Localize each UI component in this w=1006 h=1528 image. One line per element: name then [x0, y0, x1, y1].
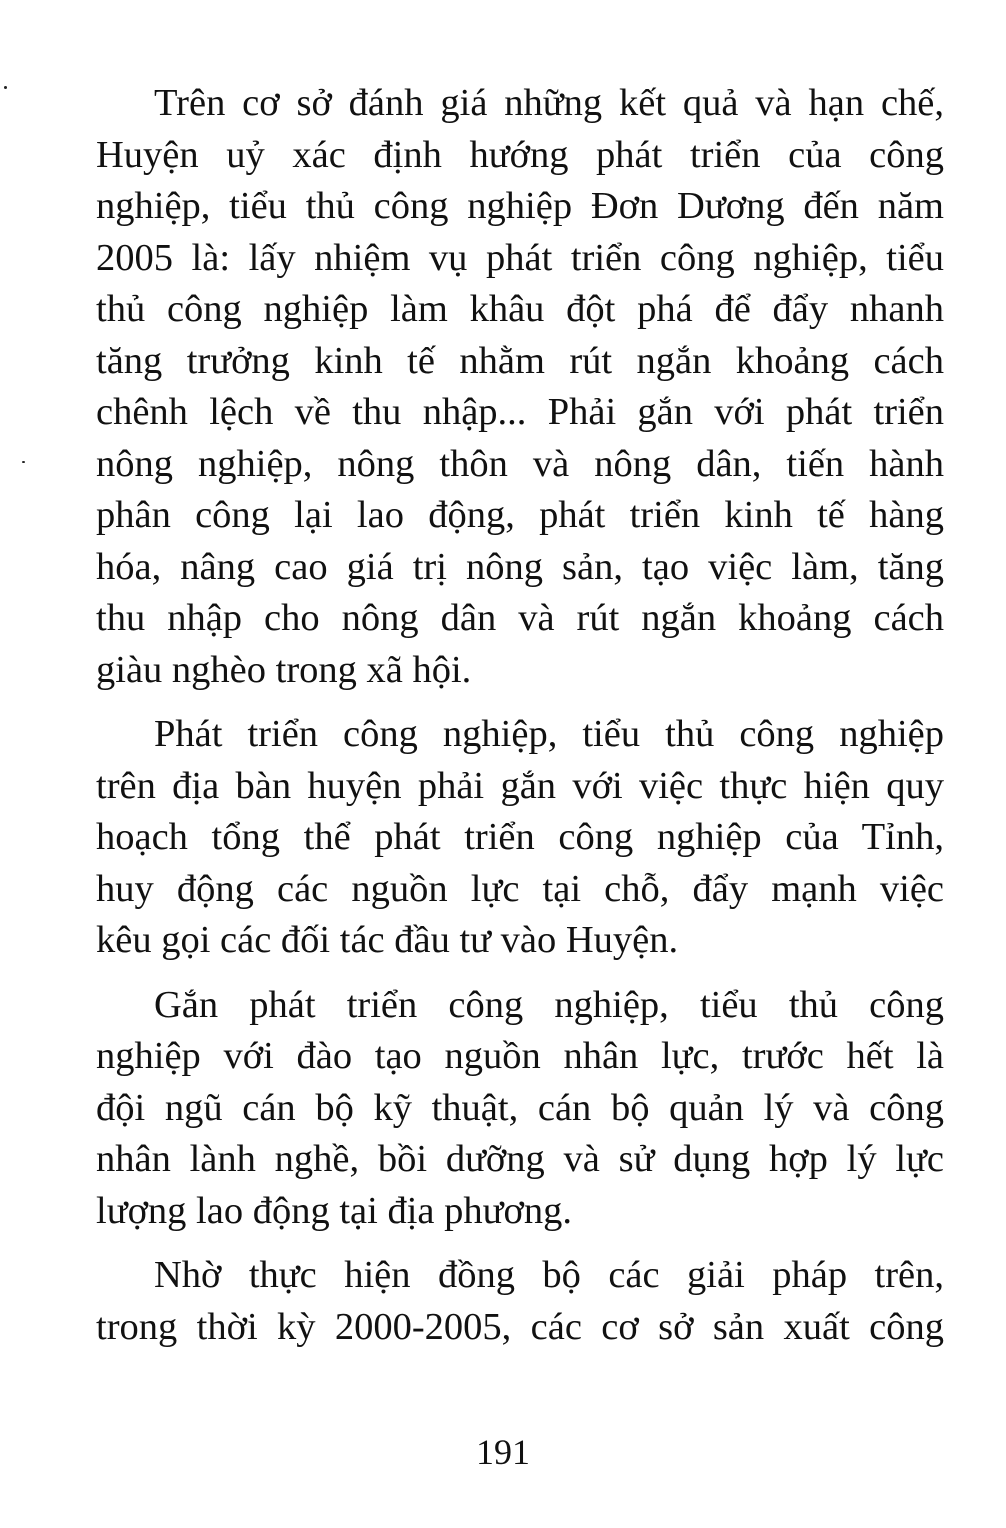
paragraph-4 [96, 1250, 944, 1353]
text-line: trên địa bàn huyện phải gắn với việc thực hiện quy [96, 764, 944, 807]
paragraph-2 [96, 709, 944, 967]
text-line: chênh lệch về thu nhập... Phải gắn với phát triển [96, 391, 944, 433]
text-line: tăng trưởng kinh tế nhằm rút ngắn khoảng cách [96, 339, 944, 382]
text-line: nghiệp với đào tạo nguồn nhân lực, trước hết là [96, 1035, 944, 1077]
text-line: hóa, nâng cao giá trị nông sản, tạo việc làm, tăng [96, 545, 944, 588]
text-line: huy động các nguồn lực tại chỗ, đẩy mạnh việc [96, 867, 944, 910]
text-line: kêu gọi các đối tác đầu tư vào Huyện. [96, 919, 679, 961]
text-line: nghiệp, tiểu thủ công nghiệp Đơn Dương đến năm [96, 185, 944, 227]
text-line: phân công lại lao động, phát triển kinh tế hàng [96, 494, 944, 536]
body-text [96, 78, 944, 1353]
text-line: trong thời kỳ 2000-2005, các cơ sở sản xuất công [96, 1305, 944, 1348]
text-line: Huyện uỷ xác định hướng phát triển của công [96, 133, 944, 176]
text-line: thủ công nghiệp làm khâu đột phá để đẩy nhanh [96, 288, 944, 330]
paragraph-3 [96, 980, 944, 1238]
text-line: thu nhập cho nông dân và rút ngắn khoảng cách [96, 597, 944, 639]
paragraph-1 [96, 78, 944, 696]
text-line: Phát triển công nghiệp, tiểu thủ công nghiệp [154, 713, 944, 755]
text-line: đội ngũ cán bộ kỹ thuật, cán bộ quản lý và công [96, 1086, 944, 1129]
page-number: 191 [476, 1432, 530, 1472]
text-line: lượng lao động tại địa phương. [96, 1189, 572, 1232]
text-line: hoạch tổng thể phát triển công nghiệp của Tỉnh, [96, 816, 944, 858]
text-line: 2005 là: lấy nhiệm vụ phát triển công nghiệp, tiểu [96, 236, 944, 279]
paragraph-gap [96, 967, 944, 980]
scan-speck [4, 86, 7, 89]
text-line: nhân lành nghề, bồi dưỡng và sử dụng hợp lý lực [96, 1138, 944, 1180]
paragraph-gap [96, 696, 944, 709]
text-line: Trên cơ sở đánh giá những kết quả và hạn chế, [154, 82, 944, 124]
paragraph-gap [96, 1237, 944, 1250]
text-line: giàu nghèo trong xã hội. [96, 648, 472, 691]
text-line: Nhờ thực hiện đồng bộ các giải pháp trên, [154, 1254, 944, 1296]
text-line: nông nghiệp, nông thôn và nông dân, tiến hành [96, 442, 944, 485]
scan-speck [22, 461, 25, 463]
text-line: Gắn phát triển công nghiệp, tiểu thủ công [154, 983, 944, 1026]
